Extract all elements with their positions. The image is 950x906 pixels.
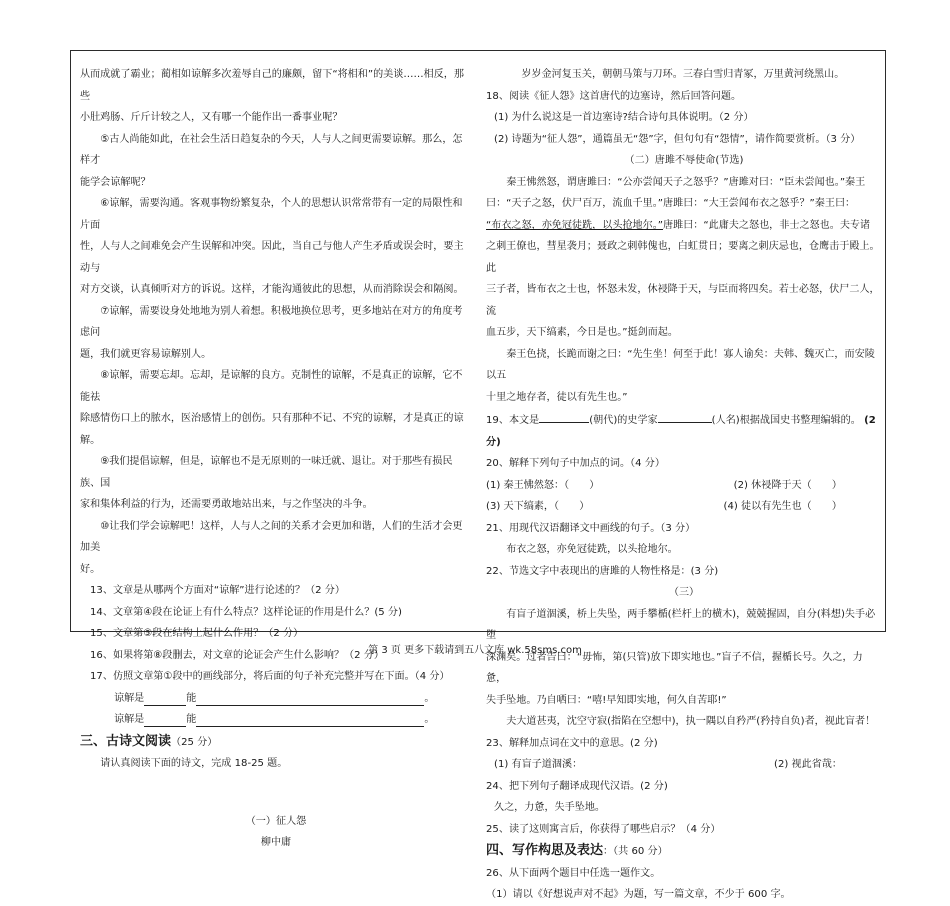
paragraph-6-line3: 对方交谈，认真倾听对方的诉说。这样，才能沟通彼此的思想，从而消除误会和隔阂。 <box>80 284 464 295</box>
question-18: 18、阅读《征人怨》这首唐代的边塞诗，然后回答问题。 <box>486 90 742 102</box>
question-19 <box>486 408 882 432</box>
fill-2-mid: 能 <box>186 714 197 725</box>
q23-item2: (2) 视此省哉： <box>774 759 842 770</box>
question-14: 14、文章第④段在论证上有什么特点？这样论证的作用是什么？(5 分) <box>90 606 402 618</box>
q19-blank-dynasty[interactable] <box>539 408 589 423</box>
left-column <box>80 64 472 854</box>
text-2-line3 <box>486 215 882 237</box>
fill-2-prefix: 谅解是 <box>114 714 145 725</box>
paragraph-6: ⑥谅解，需要沟通。客观事物纷繁复杂，个人的思想认识常常带有一定的局限性和片面 <box>80 198 463 231</box>
fill-row-2 <box>80 709 472 731</box>
section-3-score: （25 分） <box>171 736 218 748</box>
text-3-line1: 有盲子道涸溪，桥上失坠，两手攀楯(栏杆上的横木)，兢兢握固，自分(料想)失手必堕 <box>486 608 876 641</box>
fill-1-prefix: 谅解是 <box>114 692 145 704</box>
section-3-instruction: 请认真阅读下面的诗文，完成 18-25 题。 <box>100 758 288 769</box>
q20-item4: (4) 徒以有先生也（ ） <box>723 501 842 512</box>
q24-sentence: 久之，力惫，失手坠地。 <box>494 802 606 813</box>
section-3-heading <box>80 731 472 754</box>
text-2-line8: 十里之地存者，徒以有先生也。” <box>486 391 628 403</box>
paragraph-6-line2: 性，人与人之间难免会产生误解和冲突。因此，当自己与他人产生矛盾或误会时，要主动与 <box>80 241 464 274</box>
paragraph-7: ⑦谅解，需要设身处地地为别人着想。积极地换位思考，更多地站在对方的角度考虑问 <box>80 305 463 338</box>
fill-2-end: 。 <box>424 714 435 725</box>
poem-text: 岁岁金河复玉关，朝朝马策与刀环。三春白雪归青冢，万里黄河绕黑山。 <box>521 69 845 80</box>
fill-row-1 <box>80 688 472 710</box>
text-2-line5: 三子者，皆布衣之士也，怀怒未发，休祲降于天，与臣而将四矣。若士必怒，伏尸二人，流 <box>486 284 880 317</box>
q20-item1: (1) 秦王怫然怒：（ ） <box>486 479 600 491</box>
text-3-line4: 夫大道甚夷，沈空守寂(指陷在空想中)，执一隅以自矜严(矜持自负)者，视此盲者！ <box>506 716 876 727</box>
text-2-line1: 秦王怫然怒，谓唐雎曰：“公亦尝闻天子之怒乎？”唐雎对曰：“臣未尝闻也。”秦王 <box>506 176 866 188</box>
question-25: 25、读了这则寓言后，你获得了哪些启示？（4 分） <box>486 823 721 835</box>
question-20: 20、解释下列句子中加点的词。（4 分） <box>486 458 665 469</box>
question-21: 21、用现代汉语翻译文中画线的句子。（3 分） <box>486 522 696 534</box>
text-2-line3-rest: 唐雎曰：“此庸夫之怒也，非士之怒也。夫专诸 <box>663 219 871 231</box>
paragraph-9: ⑨我们提倡谅解，但是，谅解也不是无原则的一味迁就、退让。对于那些有损民族、国 <box>80 456 453 489</box>
q20-row2 <box>486 496 882 518</box>
q20-item3: (3) 天下缟素，（ ） <box>486 501 590 512</box>
spacer <box>80 775 472 811</box>
q19-score-line2 <box>486 432 882 454</box>
q23-item1: (1) 有盲子道涸溪： <box>494 759 583 770</box>
poem-title: （一）征人怨 <box>245 815 307 827</box>
question-18-1: (1) 为什么说这是一首边塞诗?结合诗句具体说明。（2 分） <box>494 112 754 123</box>
q20-row1 <box>486 475 882 497</box>
section-4-heading <box>486 840 882 863</box>
question-16: 16、如果将第⑧段删去，对文章的论证会产生什么影响？（2 分） <box>90 649 384 661</box>
question-23: 23、解释加点词在文中的意思。(2 分) <box>486 737 658 749</box>
question-13: 13、文章是从哪两个方面对“谅解”进行论述的？（2 分） <box>90 585 345 596</box>
answer-blank-1b[interactable] <box>196 691 424 706</box>
paragraph-7-line2: 题，我们就更容易谅解别人。 <box>80 348 212 360</box>
paragraph-5-line2: 能学会谅解呢？ <box>80 176 151 188</box>
text-3-line3: 失手坠地。乃自哂曰：“嘻!早知即实地，何久自苦耶!” <box>486 694 727 706</box>
q23-row <box>486 754 882 776</box>
q19-part2: (朝代)的史学家 <box>589 415 658 426</box>
paragraph-8-line2: 除感情伤口上的脓水，医治感情上的创伤。只有那种不记、不究的谅解，才是真正的谅解。 <box>80 413 464 446</box>
q19-blank-name[interactable] <box>658 408 712 423</box>
paragraph-9-line2: 家和集体利益的行为，还需要勇敢地站出来，与之作坚决的斗争。 <box>80 499 373 510</box>
q19-score: (2 <box>864 415 876 426</box>
section-4-score: ：（共 60 分） <box>603 846 668 857</box>
text-2-line4: 之刺王僚也，彗星袭月；聂政之刺韩傀也，白虹贯日；要离之刺庆忌也，仓鹰击于殿上。此 <box>486 241 880 274</box>
answer-blank-2a[interactable] <box>144 712 186 727</box>
page-footer: 第 3 页 更多下载请到五八文库 wk.58sms.com <box>368 645 582 656</box>
q19-score-unit: 分) <box>486 436 501 448</box>
question-26-1: （1）请以《好想说声对不起》为题，写一篇文章，不少于 600 字。 <box>486 889 791 900</box>
q19-part3: (人名)根据战国史书整理编辑的。 <box>711 415 861 426</box>
text-3-title: （三） <box>668 587 700 598</box>
answer-blank-1a[interactable] <box>144 691 186 706</box>
paragraph-4-end-line2: 小肚鸡肠、斤斤计较之人，又有哪一个能作出一番事业呢？ <box>80 112 343 123</box>
text-2-title: （二）唐雎不辱使命(节选) <box>624 155 744 166</box>
text-2-line2: 曰：“天子之怒，伏尸百万，流血千里。”唐雎曰：“大王尝闻布衣之怒乎？”秦王曰： <box>486 198 856 209</box>
text-2-line6: 血五步，天下缟素，今日是也。”挺剑而起。 <box>486 327 678 338</box>
q19-part1: 19、本文是 <box>486 415 540 426</box>
question-17: 17、仿照文章第①段中的画线部分，将后面的句子补充完整并写在下面。（4 分） <box>90 671 450 682</box>
q21-sentence: 布衣之怒，亦免冠徒跣，以头抢地尔。 <box>506 544 678 555</box>
text-3-line2: 深渊矣。过者告曰：“毋怖，第(只管)放下即实地也。”盲子不信，握楯长号。久之，力惫， <box>486 651 863 684</box>
poem-author: 柳中庸 <box>260 837 292 848</box>
text-2-line7: 秦王色挠，长跪而谢之曰：“先生坐！何至于此！寡人谕矣：夫韩、魏灭亡，而安陵以五 <box>486 348 875 381</box>
section-3-title: 三、古诗文阅读 <box>80 733 172 749</box>
right-column <box>486 64 882 906</box>
question-15: 15、文章第⑤段在结构上起什么作用？（2 分） <box>90 628 304 639</box>
question-22: 22、节选文字中表现出的唐雎的人物性格是：(3 分) <box>486 565 719 577</box>
paragraph-10: ⑩让我们学会谅解吧！这样，人与人之间的关系才会更加和谐，人们的生活才会更加美 <box>80 520 463 553</box>
answer-blank-2b[interactable] <box>196 712 424 727</box>
paragraph-10-line2: 好。 <box>80 563 101 575</box>
paragraph-5: ⑤古人尚能如此，在社会生活日趋复杂的今天，人与人之间更需要谅解。那么，怎样才 <box>80 133 463 166</box>
section-4-title: 四、写作构思及表达 <box>486 843 604 858</box>
question-24: 24、把下列句子翻译成现代汉语。(2 分) <box>486 780 668 792</box>
question-26: 26、从下面两个题目中任选一题作文。 <box>486 867 661 879</box>
underlined-sentence: “布衣之怒，亦免冠徒跣，以头抢地尔。” <box>486 219 664 231</box>
fill-1-mid: 能 <box>186 692 197 704</box>
fill-1-end: 。 <box>424 692 435 704</box>
paragraph-8: ⑧谅解，需要忘却。忘却，是谅解的良方。克制性的谅解，不是真正的谅解，它不能祛 <box>80 370 463 403</box>
question-18-2: (2) 诗题为“征人怨”，通篇虽无“怨”字，但句句有“怨情”，请作简要赏析。（3 分） <box>494 133 861 145</box>
paragraph-4-end: 从而成就了霸业；蔺相如谅解多次羞辱自己的廉颇，留下“将相和”的美谈……相反，那些 <box>80 69 464 102</box>
q20-item2: (2) 休祲降于天（ ） <box>733 479 842 491</box>
